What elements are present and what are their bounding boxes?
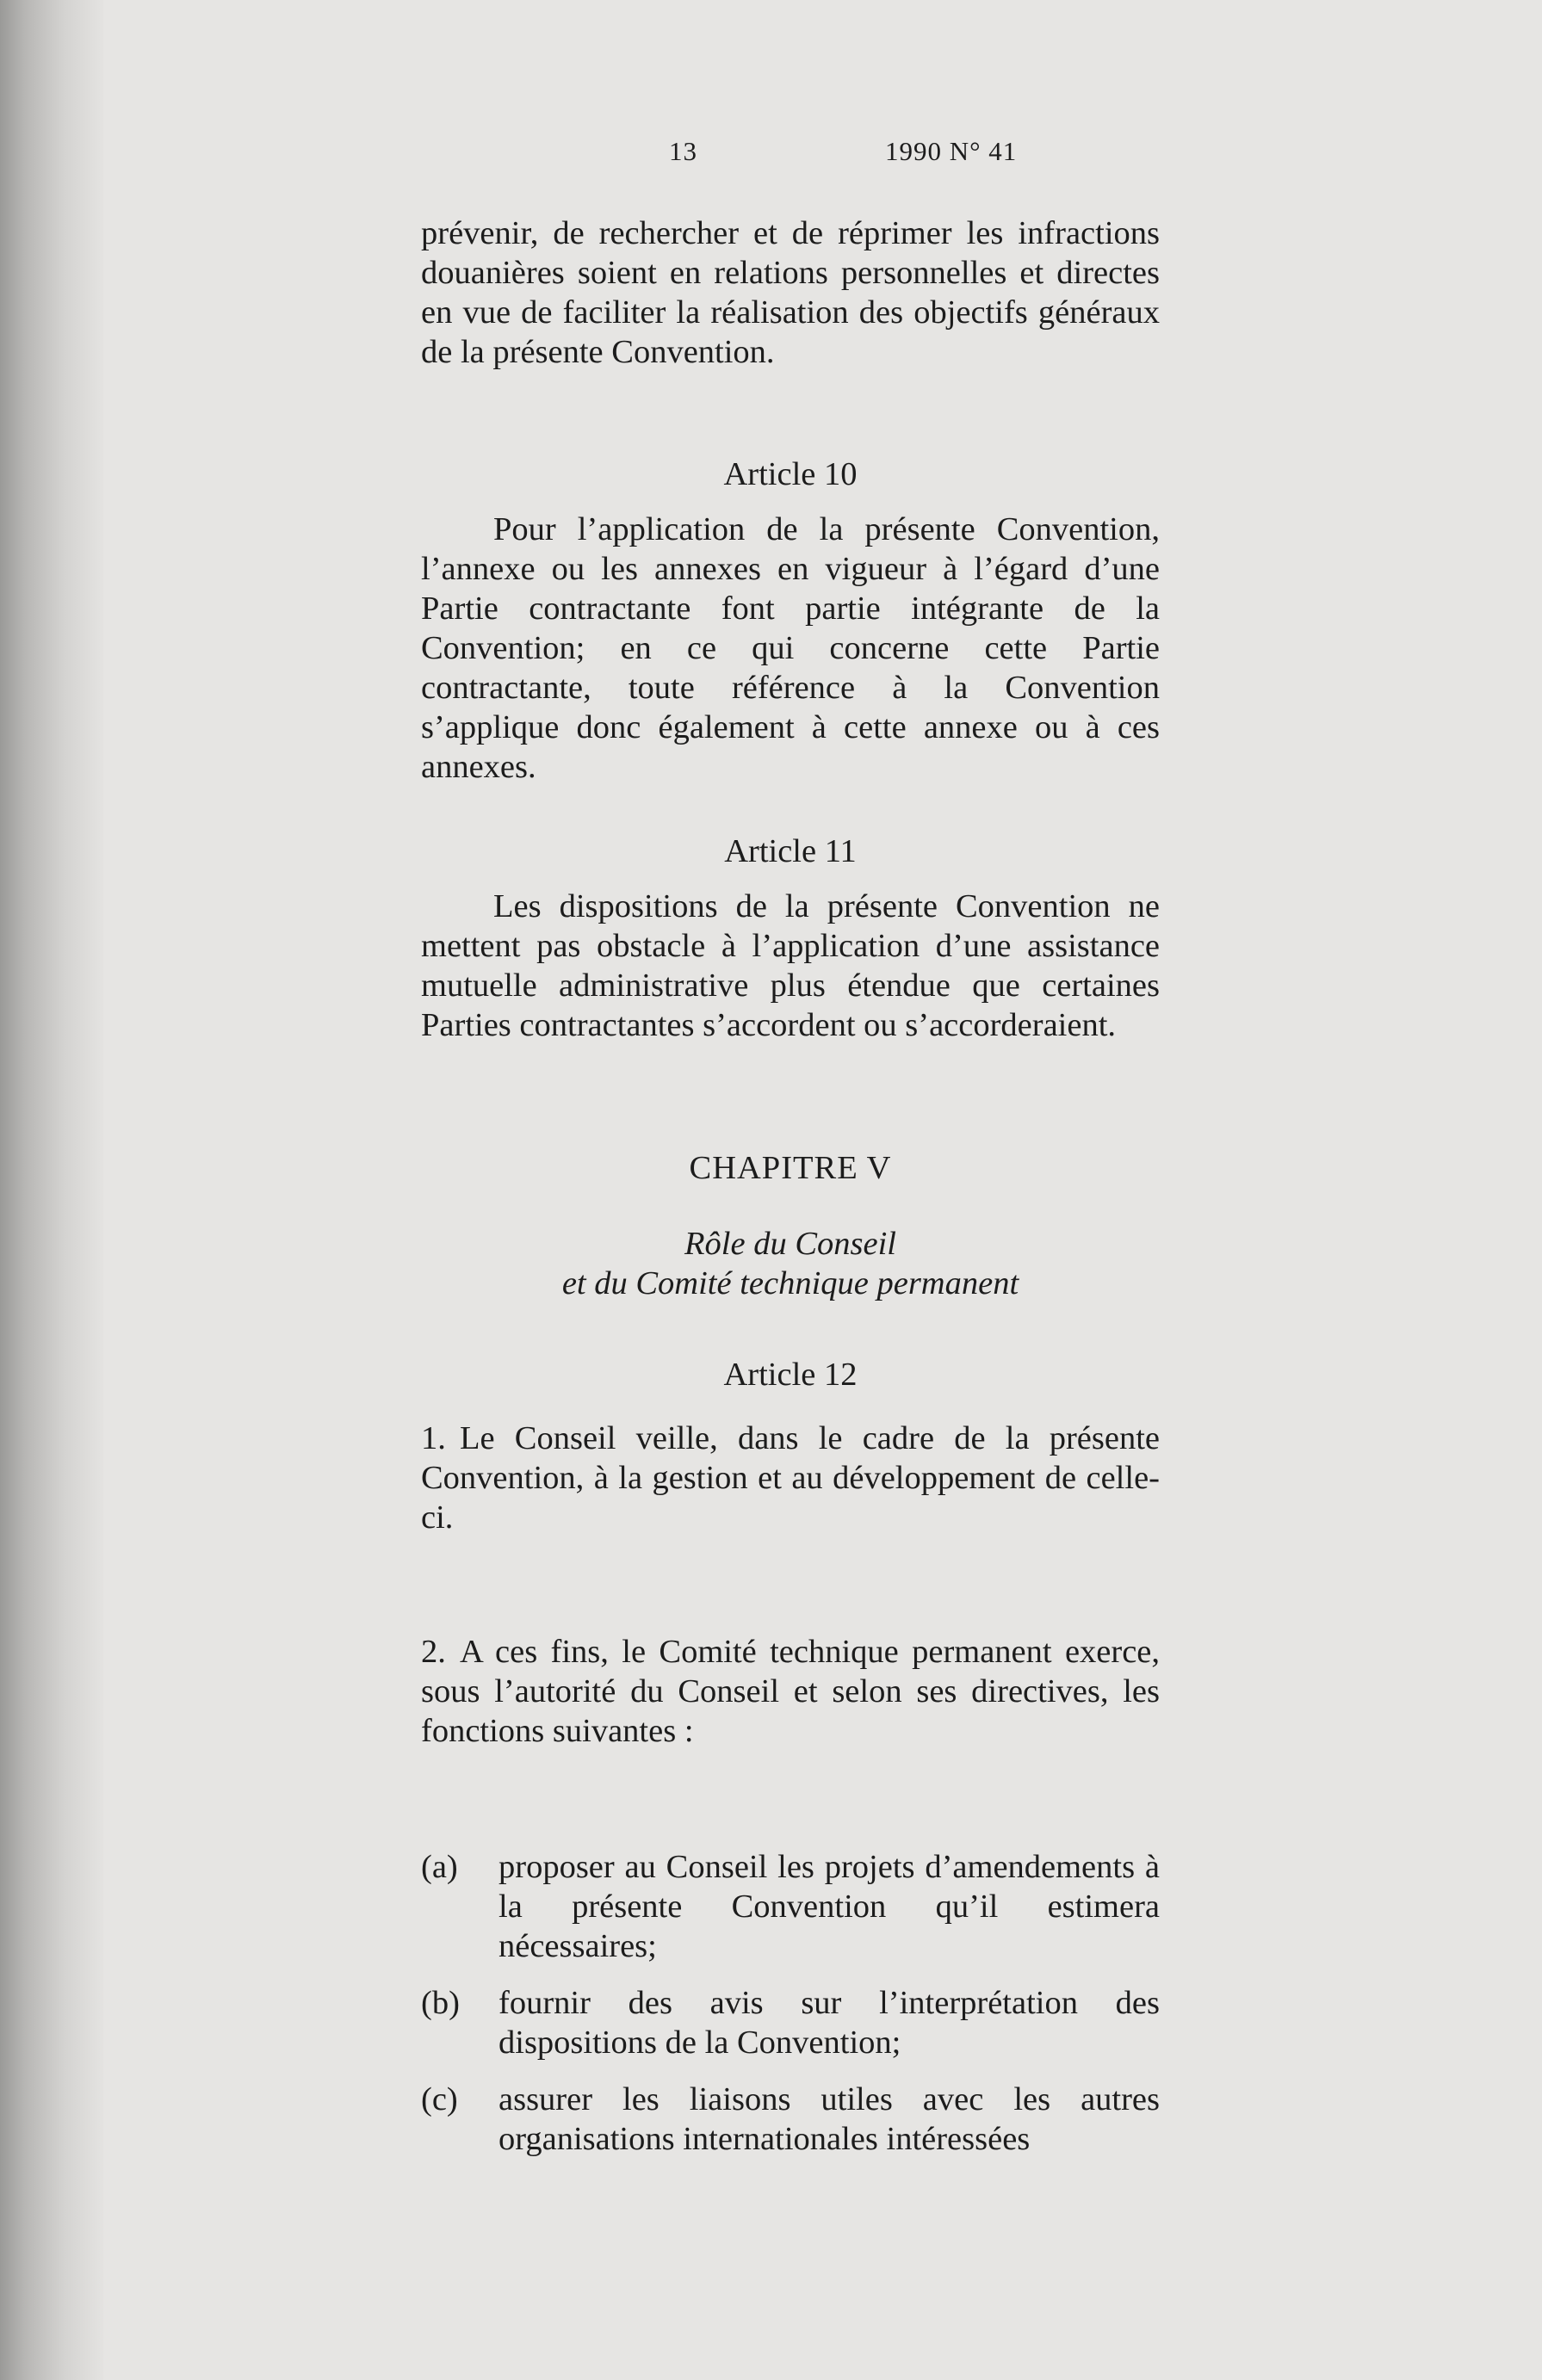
item-label: (b) (421, 1985, 460, 2021)
chapter-subtitle-line-2: et du Comité technique permanent (561, 1265, 1019, 1301)
paragraph-text: A ces fins, le Comité technique permanent exerce, sous l’autorité du Conseil et selon ses directives, les fonctions suivantes : (421, 1634, 1160, 1749)
page-number: 13 (669, 136, 697, 166)
list-item (421, 1847, 1160, 1966)
article-10-heading: Article 10 (723, 456, 858, 492)
year-number: 1990 N° 41 (885, 136, 1018, 166)
paragraph-number: 1. (421, 1420, 446, 1456)
article-10-text: Pour l’application de la présente Convention, l’annexe ou les annexes en vigueur à l’égard d’une Partie contractante font partie intégrante de la Convention; en ce qui concerne cette Partie contractante, toute référence à la Convention s’applique donc également à cette annexe ou à ces annexes. (421, 511, 1160, 785)
item-text: proposer au Conseil les projets d’amendements à la présente Convention qu’il estimera nécessaires; (499, 1849, 1160, 1964)
text-column (421, 213, 1160, 2176)
article-12-paragraph-2 (421, 1632, 1160, 1751)
chapter-subtitle-line-1: Rôle du Conseil (684, 1226, 896, 1262)
list-item (421, 1983, 1160, 2062)
intro-paragraph: prévenir, de rechercher et de réprimer les infractions douanières soient en relations personnelles et directes en vue de faciliter la réalisation des objectifs généraux de la présente Convention. (421, 215, 1160, 370)
article-11-text: Les dispositions de la présente Convention ne mettent pas obstacle à l’application d’une assistance mutuelle administrative plus étendue que certaines Parties contractantes s’accordent ou s’accorderaient. (421, 888, 1160, 1043)
item-text: fournir des avis sur l’interprétation des dispositions de la Convention; (499, 1985, 1160, 2061)
article-11-heading: Article 11 (724, 833, 857, 869)
article-12-paragraph-1 (421, 1419, 1160, 1537)
chapter-heading: CHAPITRE V (689, 1150, 892, 1186)
paragraph-number: 2. (421, 1634, 446, 1670)
paragraph-text: Le Conseil veille, dans le cadre de la présente Convention, à la gestion et au développement de celle-ci. (421, 1420, 1160, 1536)
list-item (421, 2080, 1160, 2159)
item-label: (a) (421, 1849, 458, 1885)
function-list (421, 1847, 1160, 2159)
item-text: assurer les liaisons utiles avec les autres organisations internationales intéressées (499, 2081, 1160, 2157)
item-label: (c) (421, 2081, 458, 2117)
article-12-heading: Article 12 (723, 1357, 858, 1393)
page-gutter-shadow (0, 0, 103, 2380)
